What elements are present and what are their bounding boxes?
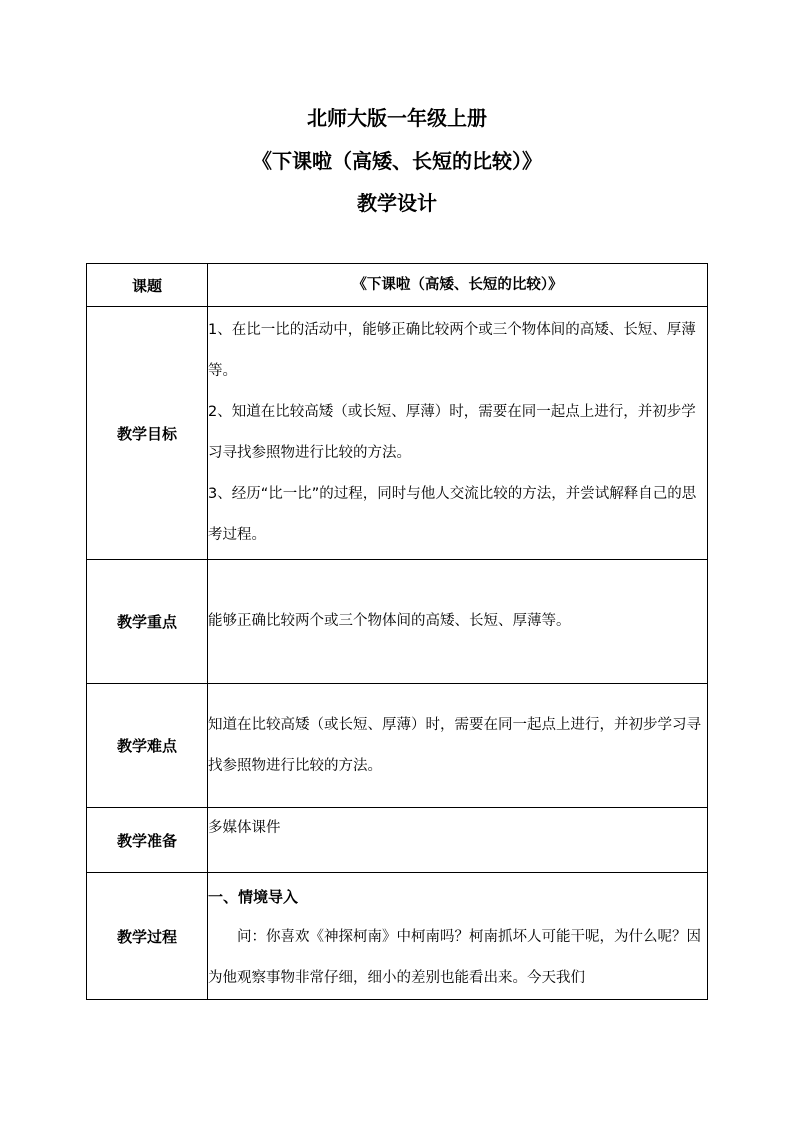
objective-item: 3、经历“比一比”的过程，同时与他人交流比较的方法，并尝试解释自己的思考过程。 [208,486,697,543]
objectives-content [208,307,708,560]
preparation-value: 多媒体课件 [208,808,708,873]
doc-title-line-3: 教学设计 [357,191,437,215]
table-row-objectives [87,307,708,560]
lesson-plan-table [86,263,708,1000]
table-row-preparation [87,808,708,873]
table-row-topic [87,264,708,307]
process-content [208,873,708,1000]
objective-item: 1、在比一比的活动中，能够正确比较两个或三个物体间的高矮、长短、厚薄等。 [208,322,696,379]
doc-title-line-2: 《下课啦（高矮、长短的比较）》 [252,149,542,173]
doc-title-line-1: 北师大版一年级上册 [307,106,487,130]
process-paragraph: 问：你喜欢《神探柯南》中柯南吗？柯南抓坏人可能干呢，为什么呢？因为他观察事物非常仔细，细小的差别也能看出来。今天我们 [208,929,701,986]
difficulties-label: 教学难点 [87,684,208,808]
table-row-process [87,873,708,1000]
key-points-value: 能够正确比较两个或三个物体间的高矮、长短、厚薄等。 [208,560,708,684]
objective-item: 2、知道在比较高矮（或长短、厚薄）时，需要在同一起点上进行，并初步学习寻找参照物进行比较的方法。 [208,404,696,461]
process-label: 教学过程 [87,873,208,1000]
topic-value: 《下课啦（高矮、长短的比较）》 [208,264,708,307]
process-section-title: 一、情境导入 [208,888,299,906]
preparation-label: 教学准备 [87,808,208,873]
objectives-label: 教学目标 [87,307,208,560]
topic-label: 课题 [87,264,208,307]
difficulties-value: 知道在比较高矮（或长短、厚薄）时，需要在同一起点上进行，并初步学习寻找参照物进行比较的方法。 [208,684,708,808]
key-points-label: 教学重点 [87,560,208,684]
table-row-difficulties [87,684,708,808]
table-row-key-points [87,560,708,684]
